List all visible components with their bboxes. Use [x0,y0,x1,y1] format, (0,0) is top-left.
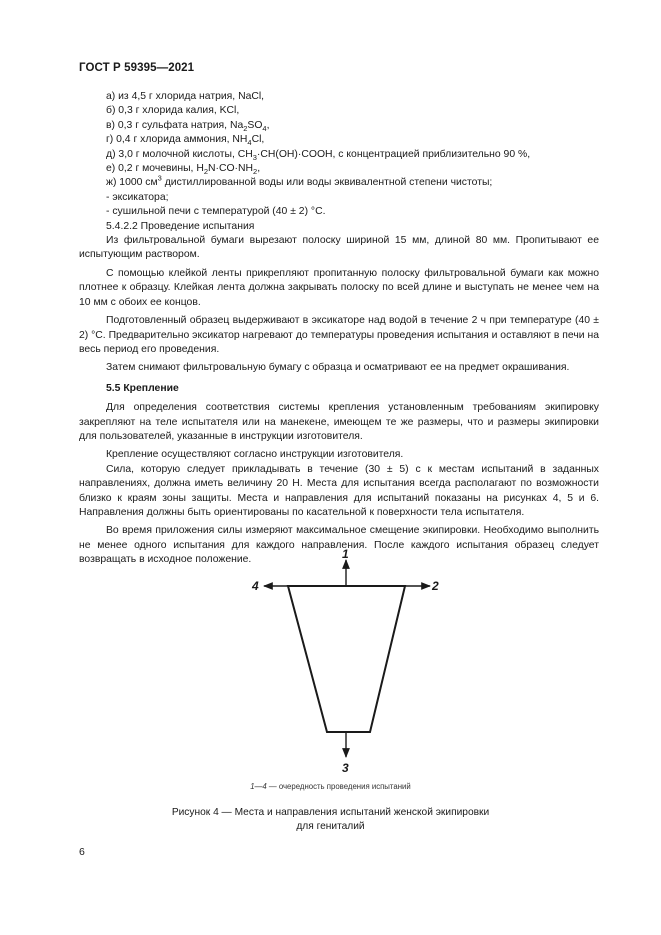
page-number: 6 [79,846,85,858]
paragraph: Из фильтровальной бумаги вырезают полоску шириной 15 мм, длиной 80 мм. Пропитывают ее испытующим раствором. [79,235,599,261]
label-3: 3 [342,761,349,775]
list-item: а) из 4,5 г хлорида натрия, NaCl, [106,91,265,102]
paragraph: Подготовленный образец выдерживают в эксикаторе над водой в течение 2 ч при температуре (40 ± 2) °С. Предварительно эксикатор нагревают до температуры проведения испытания и оставляют в печи на весь период его проведения. [79,315,599,355]
paragraph: Затем снимают фильтровальную бумагу с образца и осматривают ее на предмет окрашивания. [106,362,570,374]
list-item: д) 3,0 г молочной кислоты, $CH_3\cdot CH(OH)\cdot COOH$, с концентрацией приблизительно 90 %, [106,148,531,162]
section-title: 5.5 Крепление [106,382,179,394]
label-4: 4 [252,579,259,593]
body-text [79,90,599,568]
dash-item: - сушильной печи с температурой (40 ± 2) °С. [106,206,326,218]
label-2: 2 [432,579,439,593]
figure-legend: 1—4 — очередность проведения испытаний [250,782,411,791]
list-item: б) 0,3 г хлорида калия, KCl, [106,105,240,117]
paragraph: Сила, которую следует прикладывать в течение (30 ± 5) с к местам испытаний в заданных направлениях, должна иметь величину 20 Н. Места для испытания всегда располагают по возможности близко к краям зоны защиты. Места и направления для испытаний показаны на рисунках 4, 5 и 6. Направления должны быть ориентированы по касательной к поверхности тела испытателя. [79,463,599,518]
figure-4-diagram [248,545,448,775]
trapezoid-outline [288,586,405,732]
label-1: 1 [342,547,349,561]
list-item: в) 0,3 г сульфата натрия, $Na_2SO_4$, [106,119,270,133]
paragraph: Для определения соответствия системы крепления установленным требованиям экипировку закрепляют на теле испытателя или на манекене, имеющем те же размеры, что и размеры экипировки для пользователей, указанные в инструкции изготовителя. [79,402,599,442]
subsection-title: 5.4.2.2 Проведение испытания [106,220,255,232]
standard-header: ГОСТ Р 59395—2021 [79,62,195,74]
paragraph: Во время приложения силы измеряют максимальное смещение экипировки. Необходимо выполнить не менее одного испытания для каждого направления. После каждого испытания образец следует возвращать в исходное положение. [79,525,599,566]
paragraph: Крепление осуществляют согласно инструкции изготовителя. [106,449,404,461]
list-item: г) 0,4 г хлорида аммония, $NH_4Cl$, [106,134,265,148]
dash-item: - эксикатора; [106,191,169,203]
list-item: е) 0,2 г мочевины, $H_2N\cdot CO\cdot NH_2$, [106,163,261,177]
figure-caption: Рисунок 4 — Места и направления испытаний женской экипировки для гениталий [171,807,490,832]
list-item: ж) 1000 $см^3$ дистиллированной воды или воды эквивалентной степени чистоты; [106,173,493,189]
paragraph: С помощью клейкой ленты прикрепляют пропитанную полоску фильтровальной бумаги как можно плотнее к образцу. Клейкая лента должна закрывать полоску по всей длине и выступать не менее чем на 10 мм с обоих ее концов. [79,267,599,308]
